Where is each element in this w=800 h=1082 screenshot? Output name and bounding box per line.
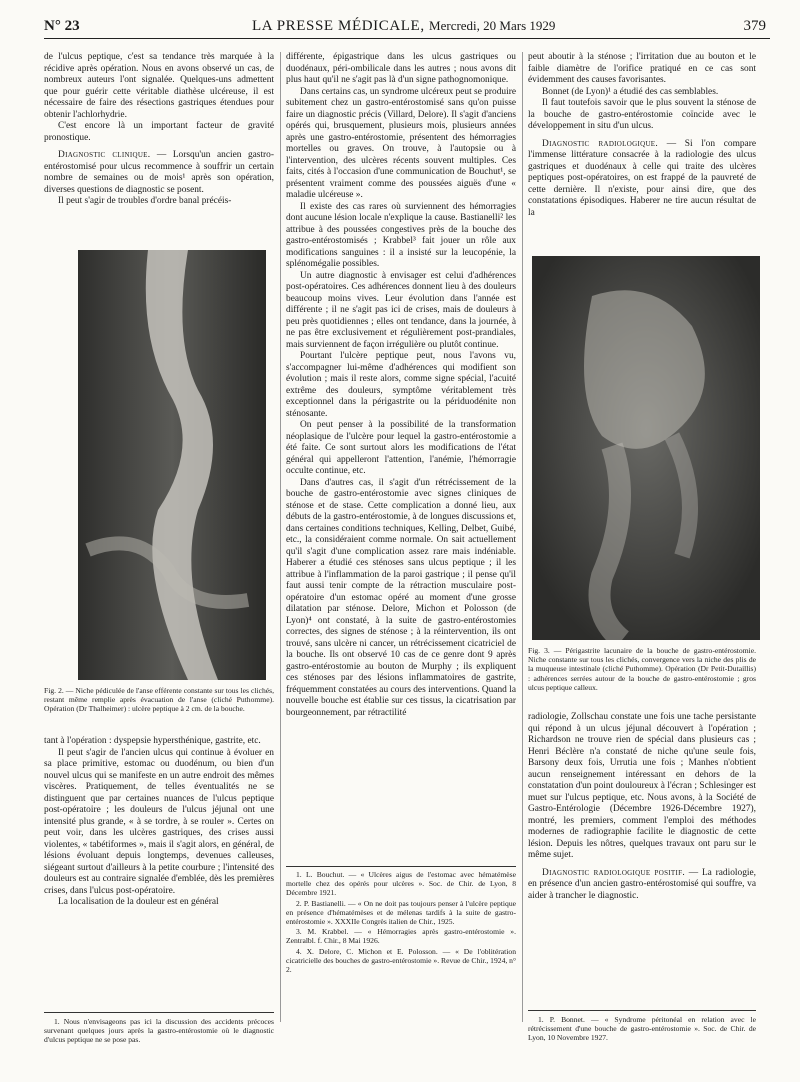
paragraph: Un autre diagnostic à envisager est celui d'adhérences post-opératoires. Ces adhérences donnent lieu à des douleurs beaucoup moins vives. Leur évolution dans l'année est différente ; il ne s'agit pas ici de crises, mais de douleurs à peu près quotidiennes ; elles ont tendance, dans la journée, à ne pas être exclusivement et régulièrement post-prandiales, mais surviennent de façon irrégulière ou plutôt continue. [286,270,516,350]
column-rule [522,52,523,1022]
footnote: 2. P. Bastianelli. — « On ne doit pas toujours penser à l'ulcère peptique en présence d'hématémèses et de mélenas tardifs à la suite de gastro-entérostomie ». XXXIIe Congrès italien de Chir., 1925. [286,898,516,927]
paragraph: Il faut toutefois savoir que le plus souvent la sténose de la bouche de gastro-entérostomie coïncide avec le développement in situ d'un ulcus. [528,98,756,131]
footnote: 1. L. Bouchut. — « Ulcères aigus de l'estomac avec hématémèse mortelle chez des opérés pour ulcères ». Soc. de Chir. de Lyon, 8 Décembre 1921. [286,870,516,898]
paragraph: — Lorsqu'un ancien gastro-entérostomisé pour ulcus recommence à souffrir un certain nombre de semaines ou de mois¹ après son opération, diverses questions de diagnostic se posent. [44,150,274,195]
paragraph: peut aboutir à la sténose ; l'irritation due au bouton et le faible diamètre de l'orifice pratiqué en ce cas sont évidemment des causes favorisantes. [528,52,756,85]
figure-2-caption: Fig. 2. — Niche pédiculée de l'anse efférente constante sur tous les clichés, restant même remplie après évacuation de l'anse (cliché Puthomme). Opération (Dr Thalheimer) : ulcère peptique à 2 cm. de la bouche. [44,686,274,714]
paragraph: La localisation de la douleur est en général [58,897,219,907]
paragraph: C'est encore là un important facteur de gravité pronostique. [44,121,274,143]
column-3-top [528,52,756,248]
footnote: 1. Nous n'envisageons pas ici la discussion des accidents précoces survenant quelques jours après la gastro-entérostomie où le diagnostic d'ulcus peptique ne se pose pas. [44,1017,274,1045]
paragraph: Bonnet (de Lyon)¹ a étudié des cas semblables. [542,86,719,97]
paragraph: — Si l'on compare l'immense littérature consacrée à la radiologie des ulcus gastriques et duodénaux à celle qui traite des ulcères peptiques post-opératoires, on est frappé de la pauvreté de cette dernière. Il n'existe, pour ainsi dire, que des constatations épisodiques. Haberer ne tire aucun résultat de la [528,138,756,218]
column-rule [280,52,281,1022]
footnote-divider [528,1010,756,1011]
section-heading: Diagnostic radiologique positif. [542,867,685,878]
page-number: 379 [743,18,766,34]
column-2 [286,52,516,860]
footnote: 1. P. Bonnet. — « Syndrome péritonéal en relation avec le rétrécissement d'une bouche de gastro-entérostomie ». Soc. de Chir. de Lyon, 10 Novembre 1927. [528,1015,756,1043]
paragraph: Pourtant l'ulcère peptique peut, nous l'avons vu, s'accompagner lui-même d'adhérences qui modifient son évolution ; mais il reste alors, comme signe spécial, l'acuité extrême des douleurs, symptôme véritablement très exceptionnel dans la périgastrite ou la périduodénite non sténosante. [286,351,516,419]
paragraph: Dans certains cas, un syndrome ulcéreux peut se produire subitement chez un gastro-entérostomisé sans qu'on puisse faire un diagnostic précis (Villard, Delore). Il s'agit d'anciens opérés qui, brusquement, plusieurs mois, plusieurs années après une gastro-entérostomie, présentent des hémorragies mortelles ou graves. On trouve, à l'autopsie ou à l'intervention, des ulcères récents souvent multiples. Ces faits, cités à l'occasion d'une communication de Bouchut¹, se présentent vraiment comme des poussées aiguës d'une « maladie ulcéreuse ». [286,86,516,200]
footnote-divider [44,1012,274,1013]
paragraph: — La radiologie, en présence d'un ancien gastro-entérostomisé qui souffre, va aider à trancher le diagnostic. [528,867,756,901]
paragraph: tant à l'opération : dyspepsie hypersthénique, gastrite, etc. [44,736,261,746]
footnote-divider [286,866,516,867]
figure-2-radiograph [78,250,266,680]
figure-3-radiograph [532,256,760,640]
section-heading: Diagnostic clinique. [58,150,151,160]
paragraph: différente, épigastrique dans les ulcus gastriques ou duodénaux, péri-ombilicale dans les autres ; nous avons dit plus haut qu'il ne s'agit pas là d'un signe pathognomonique. [286,52,516,85]
paragraph: Il existe des cas rares où surviennent des hémorragies dont aucune lésion locale n'explique la cause. Bastianelli² les attribue à des poussées congestives près de la bouche des gastro-entérostomisés ; Krabbel³ fait jouer un rôle aux modifications sanguines : il a insisté sur la leucopénie, la splénomégalie possibles. [286,201,516,269]
paragraph: Il peut s'agir de l'ancien ulcus qui continue à évoluer en sa place primitive, estomac ou duodénum, ou bien d'un nouvel ulcus qui se manifeste en un autre endroit des mêmes viscères. Pratiquement, de telles éventualités ne se distinguent que par certaines nuances de l'ulcus peptique post-opératoire ; les douleurs de l'ulcus jéjunal ont une intensité plus grande, « à se tordre, à se rouler ». Certes on peut voir, dans les ulcères gastriques, des crises aussi violentes, « tabétiformes », mais il s'agit alors, en général, de lésions évoluant depuis longtemps, devenues calleuses, siégeant surtout d'ailleurs à la petite courbure ; l'intensité des douleurs est au contraire signalée d'emblée, dès les premières crises, dans l'ulcus post-opératoire. [44,747,274,896]
journal-title [252,18,555,35]
paragraph: Dans d'autres cas, il s'agit d'un rétrécissement de la bouche de gastro-entérostomie avec signes cliniques de sténose et de stase. Cette complication a donné lieu, aux débuts de la gastro-entérostomie, à de longues discussions et, dans certaines conditions techniques, Kelling, Delbet, Guibé, etc., la considéraient comme normale. On sait actuellement qu'il s'agit d'une complication assez rare mais indéniable. Haberer a étudié ces sténoses sans ulcus peptique ; il les attribue à l'inflammation de la paroi gastrique ; il pense qu'il faut aussi tenir compte de la rétraction musculaire post-opératoire d'un estomac opéré au moment d'une grosse dilatation par sténose. Delore, Michon et Polosson (de Lyon)⁴ ont constaté, à la suite de gastro-entérostomies correctes, des signes de sténose ; à la réintervention, ils ont trouvé, sans ulcère ni cancer, un rétrécissement cicatriciel de la bouche. Ils ont observé 10 cas de ce genre dont 9 après gastro-entérostomie au bouton de Murphy ; ils expliquent ces sténoses par des lésions inflammatoires de gastrite, fréquemment constatées au cours des interventions. Quand la nouvelle bouche est établie sur ces tissus, la cicatrisation par bourgeonnement, par rétractilité [286,477,516,718]
column-2-footnotes [286,870,516,1075]
journal-name: LA PRESSE MÉDICALE, [252,18,425,34]
section-heading: Diagnostic radiologique. [542,138,659,149]
column-1-bottom [44,736,274,1008]
column-1-top [44,52,274,242]
paragraph: de l'ulcus peptique, c'est sa tendance très marquée à la récidive après opération. Nous en avons observé un cas, de nombreux auteurs l'ont signalée. Quelques-uns admettent que pour guérir cette véritable diathèse ulcéreuse, il est nécessaire de faire des résections gastriques étendues pour obtenir l'achlorhydrie. [44,52,274,120]
issue-date: Mercredi, 20 Mars 1929 [429,18,556,33]
paragraph: Il peut s'agir de troubles d'ordre banal précéis- [58,196,232,206]
paragraph: On peut penser à la possibilité de la transformation néoplasique de l'ulcère pour lequel la gastro-entérostomie a été faite. Ce sont surtout alors les modifications de l'état général qui appelleront l'attention, l'anémie, l'hémorragie occulte continue, etc. [286,420,516,476]
column-3-bottom [528,712,756,1002]
page-header [44,16,770,39]
column-3-footnote [528,1015,756,1044]
footnote: 4. X. Delore, C. Michon et E. Polosson. — « De l'oblitération cicatricielle des bouches de gastro-entérostomie ». Revue de Chir., 1924, n° 2. [286,946,516,975]
paragraph: radiologie, Zollschau constate une fois une tache persistante qui répond à un ulcus jéjunal découvert à l'opération ; Richardson ne trouve rien de spécial dans plusieurs cas ; Henri Béclère n'a constaté de niche qu'une seule fois, Barsony deux fois, Urrutia une fois ; Manhes n'obtient aucun renseignement intéressant en dehors de la constatation d'un point douloureux à l'écran ; Schlesinger est muet sur l'ulcus peptique, etc. Nous avons, à la Société de Gastro-Entérologie (Décembre 1926-Décembre 1927), montré, les premiers, comment l'emploi des méthodes modernes de radiographie facilite le diagnostic de cette lésion. Depuis les nôtres, quelques travaux ont paru sur le même sujet. [528,712,756,860]
column-1-footnote [44,1017,274,1046]
figure-3-caption: Fig. 3. — Périgastrite lacunaire de la bouche de gastro-entérostomie. Niche constante sur tous les clichés, convergence vers la niche des plis de la muqueuse intestinale (cliché Puthomme). Opération (Dr Petit-Dutaillis) : adhérences serrées autour de la bouche de gastro-entérostomie ; gros ulcus peptique calleux. [528,646,756,692]
footnote: 3. M. Krabbel. — « Hémorragies après gastro-entérostomie ». Zentralbl. f. Chir., 8 Mai 1926. [286,927,516,946]
issue-number: N° 23 [44,18,80,34]
